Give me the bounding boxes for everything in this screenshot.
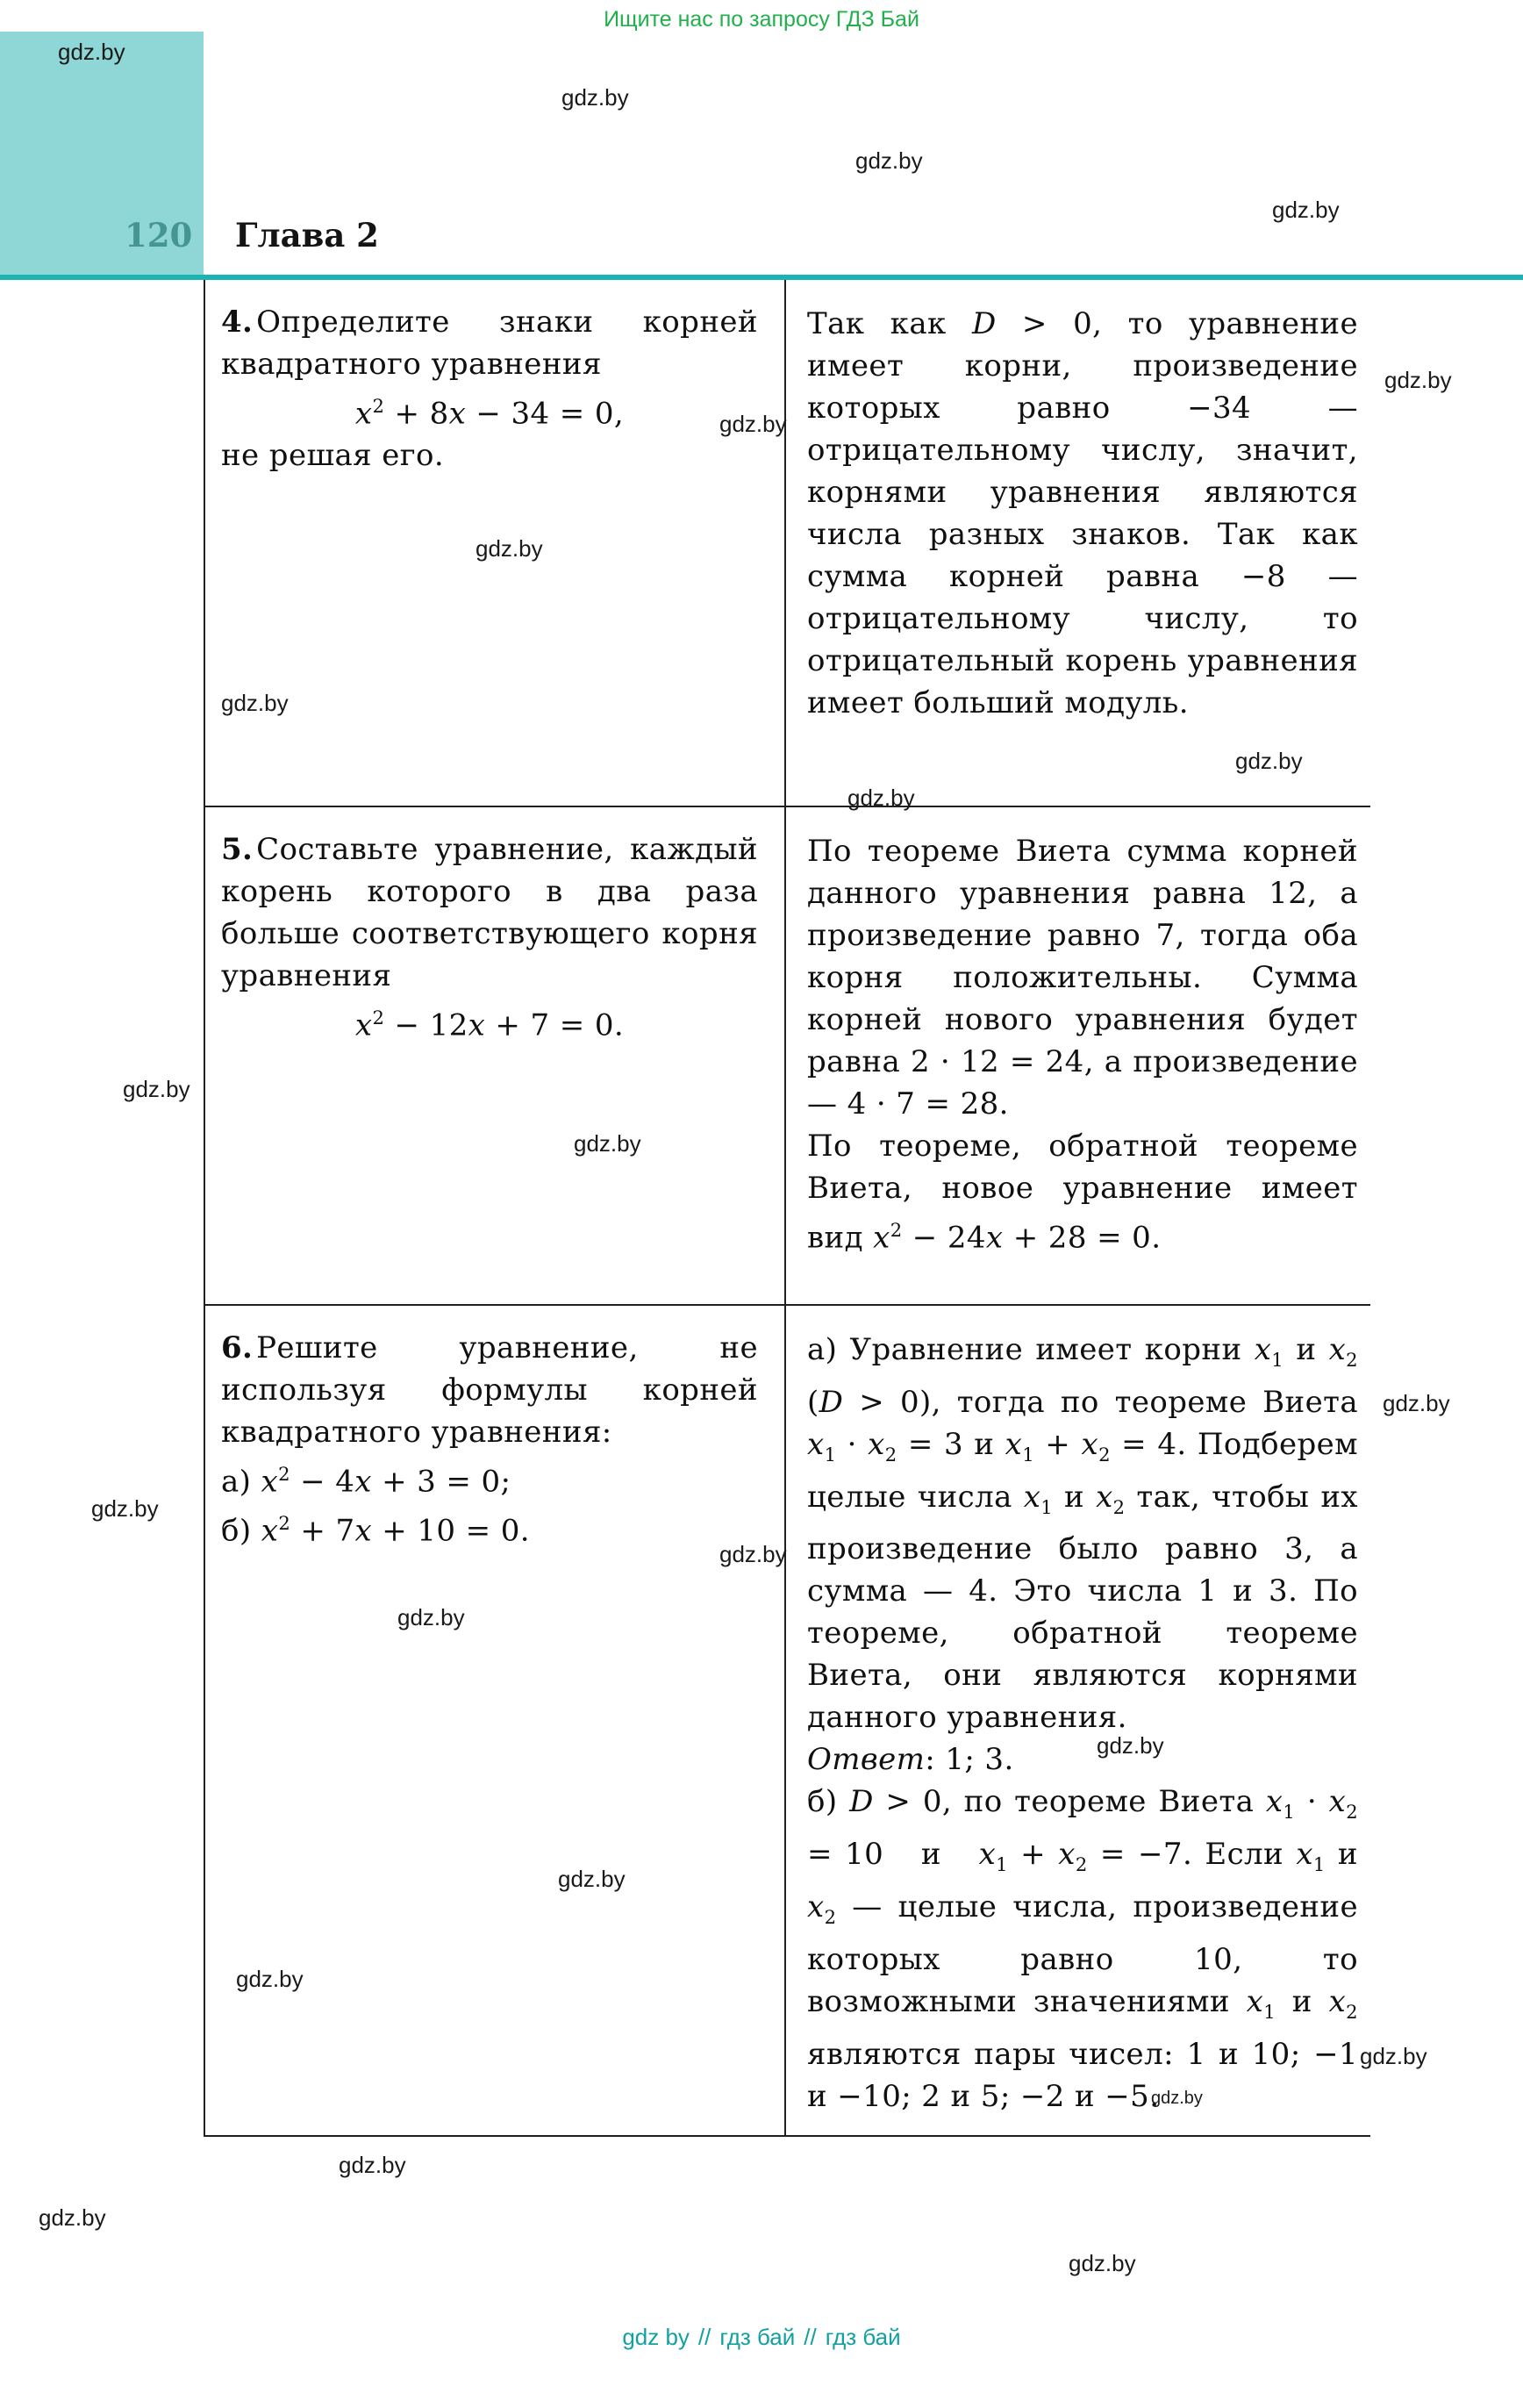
gdz-watermark: gdz.by	[91, 1495, 159, 1522]
gdz-watermark: gdz.by	[719, 1541, 787, 1567]
gdz-watermark: gdz.by	[855, 147, 923, 174]
solution-5-paragraph-2: По теореме, обратной теореме Виета, новое уравнение имеет вид $x^2 - 24x + 28 = 0$.	[807, 1129, 1358, 1256]
solution-5-paragraph-1: По теореме Виета сумма корней данного уравнения равна 12, а произведение равно 7, тогда оба корня положительны. Сумма корней нового уравнения будет равна 2 · 12 = 24, а произведение — 4 · 7 = 28.	[807, 834, 1358, 1122]
gdz-watermark: gdz.by	[1360, 2043, 1427, 2069]
footer-link-gdz-by[interactable]: gdz by	[622, 2324, 690, 2350]
table-row-problem-5	[205, 807, 1370, 1306]
gdz-watermark: gdz.by	[1384, 367, 1452, 393]
chapter-title: Глава 2	[235, 216, 379, 254]
page-number: 120	[125, 216, 193, 254]
problems-table	[204, 280, 1370, 2137]
footer-link-gdz-bai-1[interactable]: гдз бай	[719, 2324, 796, 2350]
gdz-watermark: gdz.by	[58, 39, 125, 65]
task-6-item-a: а) $x^2 - 4x + 3 = 0$;	[221, 1463, 511, 1500]
gdz-watermark: gdz.by	[123, 1076, 190, 1102]
gdz-watermark: gdz.by	[236, 1966, 304, 1992]
gdz-watermark: gdz.by	[475, 535, 543, 562]
gdz-watermark: gdz.by	[1235, 748, 1303, 774]
gdz-watermark: gdz.by	[339, 2152, 406, 2178]
task-5-cell	[205, 807, 786, 1304]
gdz-watermark: gdz.by	[221, 690, 289, 716]
task-6-item-b: б) $x^2 + 7x + 10 = 0$.	[221, 1512, 530, 1549]
gdz-watermark: gdz.by	[1151, 2089, 1203, 2108]
task-4-outro: не решая его.	[221, 438, 445, 474]
solution-6-paragraph-b: б) D > 0, по теореме Виета $x_1 \cdot x_2 = 10$ и $x_1 + x_2 = -7$. Если $x_1$ и $x_2$ — целые числа, произведение которых равно 10, то возможными значениями $x_1$ и $x_2$ являются пары чисел: 1 и 10; −1 и −10; 2 и 5; −2 и −5.	[807, 1784, 1358, 2114]
task-4-equation: $x^2 + 8x - 34 = 0$,	[354, 395, 625, 432]
table-row-problem-6	[205, 1306, 1370, 2137]
gdz-watermark: gdz.by	[1069, 2250, 1136, 2276]
task-6-text: 6. Решите уравнение, не используя формулы корней квадратного уравнения:	[221, 1330, 758, 1450]
task-6-cell	[205, 1306, 786, 2135]
gdz-watermark: gdz.by	[558, 1866, 626, 1892]
gdz-watermark: gdz.by	[719, 411, 787, 437]
task-4-text: 4. Определите знаки корней квадратного уравнения	[221, 305, 758, 382]
footer-link-gdz-bai-2[interactable]: гдз бай	[825, 2324, 901, 2350]
gdz-watermark: gdz.by	[1097, 1732, 1164, 1759]
gdz-watermark: gdz.by	[561, 84, 629, 111]
solution-4-text: Так как D > 0, то уравнение имеет корни, произведение которых равно −34 — отрицательному числу, значит, корнями уравнения являются числа разных знаков. Так как сумма корней равна −8 — отрицательному числу, то отрицательный корень уравнения имеет больший модуль.	[807, 306, 1358, 720]
gdz-watermark: gdz.by	[397, 1604, 465, 1630]
gdz-watermark: gdz.by	[1272, 197, 1340, 223]
footer-links	[0, 2324, 1523, 2351]
task-5-text: 5. Составьте уравнение, каждый корень которого в два раза больше соответствующего корня уравнения	[221, 832, 758, 993]
solution-5-cell	[786, 807, 1370, 1304]
solution-6-cell	[786, 1306, 1370, 2135]
solution-4-cell	[786, 280, 1370, 806]
gdz-watermark: gdz.by	[39, 2204, 106, 2231]
promo-text: Ищите нас по запросу ГДЗ Бай	[604, 7, 919, 32]
footer-separator: //	[697, 2324, 711, 2350]
footer-separator: //	[804, 2324, 817, 2350]
gdz-watermark: gdz.by	[847, 785, 915, 811]
solution-6-answer: Ответ: 1; 3.	[807, 1742, 1014, 1778]
gdz-watermark: gdz.by	[574, 1130, 641, 1157]
task-5-equation: $x^2 - 12x + 7 = 0$.	[354, 1007, 625, 1043]
solution-6-paragraph-a: а) Уравнение имеет корни $x_1$ и $x_2$ (D > 0), тогда по теореме Виета $x_1 \cdot x_2 = 3$ и $x_1 + x_2 = 4$. Подберем целые числа $x_1$ и $x_2$ так, чтобы их произведение было равно 3, а сумма — 4. Это числа 1 и 3. По теореме, обратной теореме Виета, они являются корнями данного уравнения.	[807, 1332, 1359, 1736]
table-row-problem-4	[205, 280, 1370, 807]
gdz-watermark: gdz.by	[1383, 1390, 1450, 1416]
